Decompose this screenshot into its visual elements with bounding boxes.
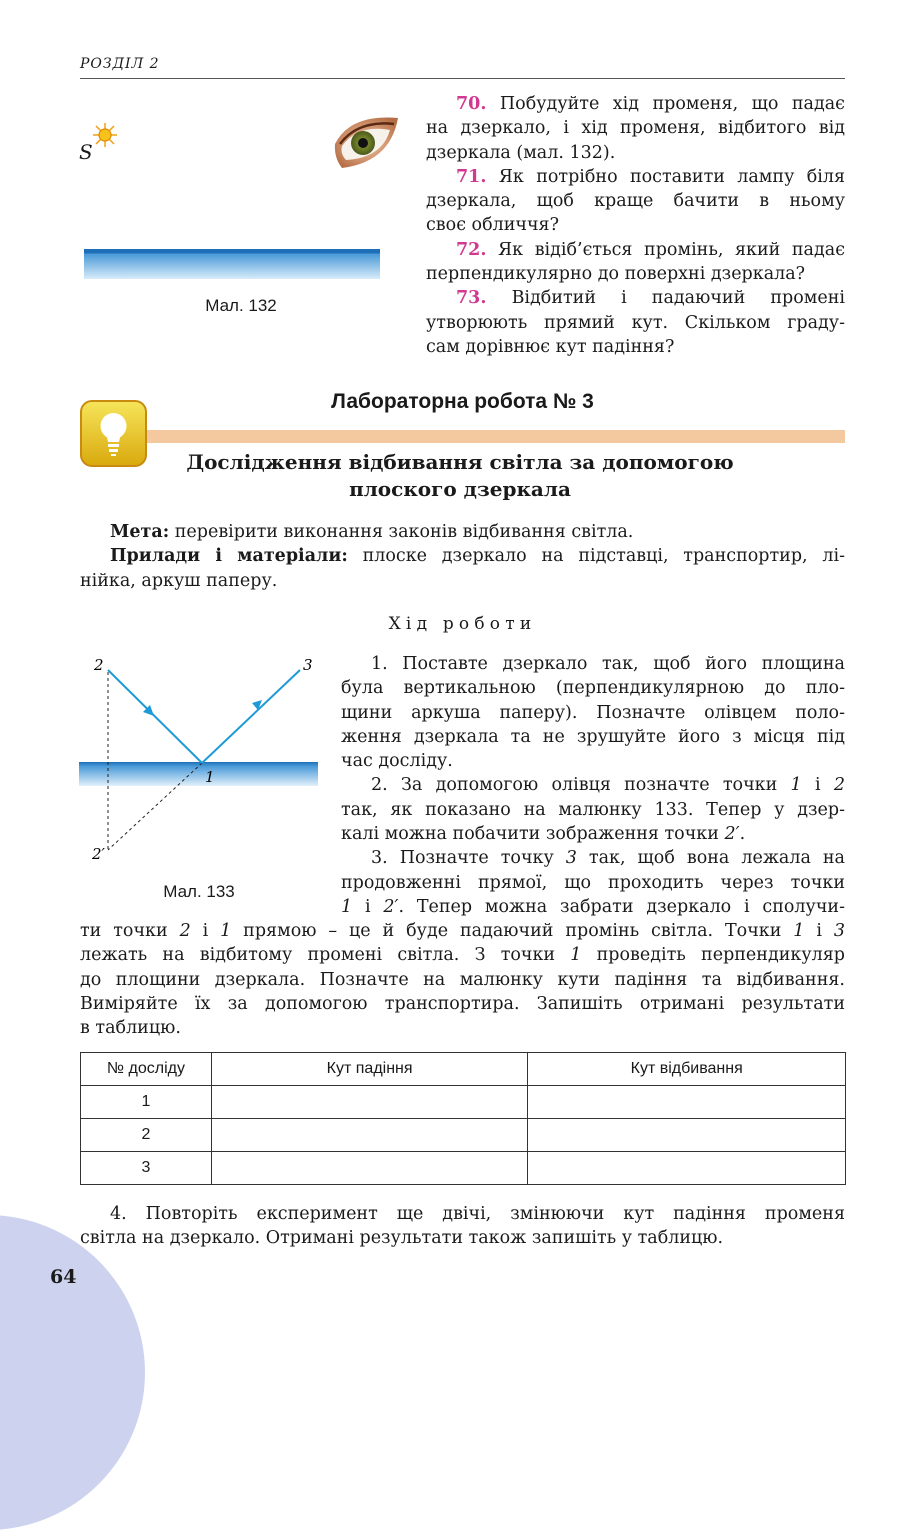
trial-number: 3 — [81, 1152, 212, 1185]
steps-right-column — [341, 652, 845, 919]
section-header: РОЗДІЛ 2 — [80, 56, 160, 72]
step-2-line-3: калі можна побачити зображення точки 2′. — [341, 824, 746, 845]
questions — [426, 92, 845, 359]
step-2-line-1: 2. За допомогою олівця позначте точки 1 і 2 — [371, 775, 845, 796]
step-4 — [80, 1202, 845, 1251]
step-3-full-line-4: Виміряйте їх за допомогою транспортира. Запишіть отримані результати — [80, 993, 845, 1014]
step-4-line-2: світла на дзеркало. Отримані результати також запишіть у таблицю. — [80, 1228, 724, 1249]
eye-icon — [332, 112, 402, 172]
incident-ray — [108, 670, 202, 763]
point-2prime-label: 2′ — [92, 845, 105, 863]
materials-line-2: нійка, аркуш паперу. — [80, 570, 278, 591]
question-70: 70. Побудуйте хід променя, що падає — [456, 94, 845, 114]
reflected-ray — [202, 670, 300, 763]
figure-133 — [78, 650, 323, 865]
step-3-line-3: 1 і 2′. Тепер можна забрати дзеркало і сполучи- — [341, 896, 845, 917]
goal: Мета: перевірити виконання законів відбивання світла. — [110, 522, 634, 542]
header-rule — [80, 78, 845, 79]
table-row — [81, 1119, 846, 1152]
question-72-last: перпендикулярно до поверхні дзеркала? — [426, 264, 806, 285]
incidence-cell — [211, 1152, 528, 1185]
step-3-line-2: продовженні прямої, що проходить через точки — [341, 872, 845, 893]
incidence-cell — [211, 1119, 528, 1152]
light-source-label: S — [79, 140, 93, 164]
point-2-label: 2 — [94, 656, 104, 674]
step-4-line-1: 4. Повторіть експеримент ще двічі, змінюючи кут падіння променя — [110, 1204, 845, 1224]
question-70-line: на дзеркало, і хід променя, відбитого від — [426, 118, 845, 139]
figure-133-caption: Мал. 133 — [163, 882, 235, 901]
step-1-line-3: щини аркуша паперу). Позначте олівцем поло- — [341, 702, 845, 723]
lab-subtitle-line-1: Дослідження відбивання світла за допомогою — [186, 450, 734, 474]
reflection-cell — [528, 1119, 846, 1152]
trial-number: 2 — [81, 1119, 212, 1152]
lab-title-bar — [147, 430, 845, 443]
results-table — [80, 1052, 846, 1185]
header-incidence-angle: Кут падіння — [211, 1053, 528, 1086]
step-1-line-4: ження дзеркала та не зрушуйте його з місця під — [341, 726, 845, 747]
lightbulb-icon — [80, 400, 147, 467]
incidence-cell — [211, 1086, 528, 1119]
step-3-full-line-1: ти точки 2 і 1 прямою – це й буде падаючий промінь світла. Точки 1 і 3 — [80, 921, 845, 941]
point-1-label: 1 — [205, 768, 215, 786]
question-71: 71. Як потрібно поставити лампу біля — [456, 166, 845, 187]
sun-icon — [92, 122, 118, 148]
step-3-full-line-3: до площини дзеркала. Позначте на малюнку кути падіння та відбивання. — [80, 969, 845, 990]
mirror-133 — [79, 762, 318, 786]
step-3-full-line-2: лежать на відбитому промені світла. З точки 1 проведіть перпендикуляр — [80, 945, 845, 966]
header-trial-number: № досліду — [81, 1053, 212, 1086]
table-header-row — [81, 1053, 846, 1086]
question-73-line: утворюють прямий кут. Скільком граду- — [426, 312, 845, 333]
question-73-last: сам дорівнює кут падіння? — [426, 336, 675, 357]
question-73: 73. Відбитий і падаючий промені — [456, 288, 845, 309]
lab-title: Лабораторна робота № 3 — [331, 390, 594, 413]
goal-block — [80, 520, 845, 593]
reflection-cell — [528, 1152, 846, 1185]
lab-subtitle — [150, 449, 770, 503]
table-row — [81, 1152, 846, 1185]
question-71-last: своє обличчя? — [426, 215, 559, 236]
reflection-cell — [528, 1086, 846, 1119]
question-72: 72. Як відіб’ється промінь, який падає — [456, 239, 845, 260]
materials: Прилади і матеріали: плоске дзеркало на підставці, транспортир, лі- — [110, 546, 845, 567]
step-1-line-2: була вертикальною (перпендикулярною до пло- — [341, 678, 845, 699]
progress-title: Хід роботи — [388, 614, 537, 634]
step-2-line-2: так, як показано на малюнку 133. Тепер у дзер- — [341, 799, 845, 820]
figure-132-caption: Мал. 132 — [205, 296, 277, 315]
page-number: 64 — [50, 1266, 77, 1288]
question-71-line: дзеркала, щоб краще бачити в ньому — [426, 191, 845, 212]
step-1-line-1: 1. Поставте дзеркало так, щоб його площина — [371, 654, 845, 674]
header-reflection-angle: Кут відбивання — [528, 1053, 846, 1086]
corner-decoration — [0, 1215, 145, 1530]
step-3-full-line-5: в таблицю. — [80, 1018, 181, 1039]
step-3-line-1: 3. Позначте точку 3 так, щоб вона лежала на — [371, 848, 845, 869]
lab-subtitle-line-2: плоского дзеркала — [349, 477, 571, 501]
question-70-last: дзеркала (мал. 132). — [426, 142, 616, 163]
trial-number: 1 — [81, 1086, 212, 1119]
steps-full-width — [80, 919, 845, 1040]
step-1-last: час досліду. — [341, 751, 453, 772]
mirror-132 — [84, 249, 380, 279]
table-row — [81, 1086, 846, 1119]
point-3-label: 3 — [303, 656, 313, 674]
